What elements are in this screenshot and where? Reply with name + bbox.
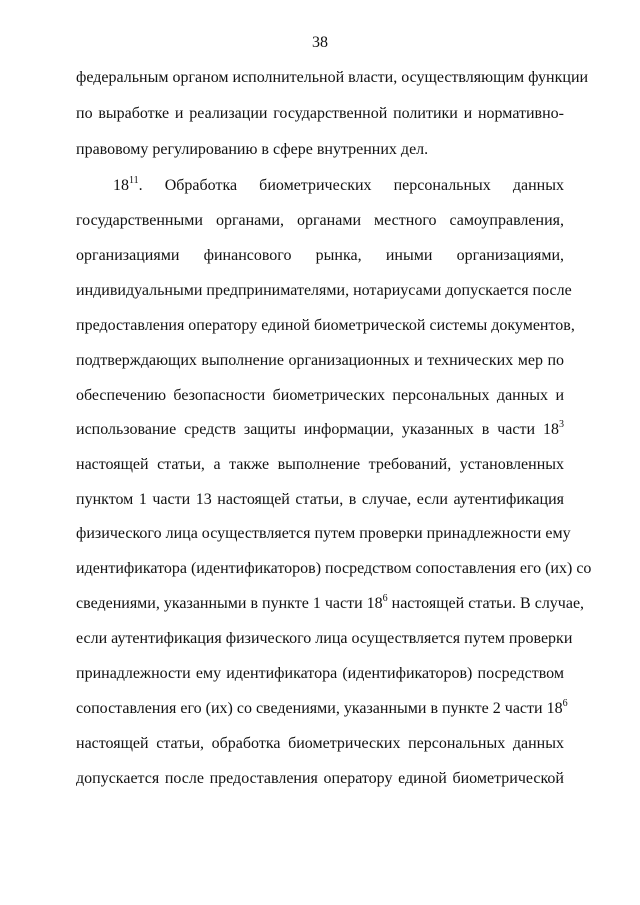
text-line (76, 593, 585, 614)
page-number: 38 (312, 34, 328, 51)
text-line: подтверждающих выполнение организационных и технических мер по (76, 352, 564, 369)
superscript: 6 (382, 593, 388, 604)
text-fragment: настоящей статьи. В случае, (387, 595, 585, 612)
text-line: настоящей статьи, а также выполнение требований, установленных (76, 456, 564, 473)
text-line: федеральным органом исполнительной власти, осуществляющим функции (76, 69, 589, 86)
superscript: 3 (559, 419, 564, 430)
text-line: принадлежности ему идентификатора (идентификаторов) посредством (76, 665, 564, 682)
text-fragment: сопоставления его (их) со сведениями, указанными в пункте 2 части 18 (76, 700, 563, 717)
text-line: пунктом 1 части 13 настоящей статьи, в случае, если аутентификация (76, 491, 564, 508)
text-line: предоставления оператору единой биометрической системы документов, (76, 317, 575, 334)
text-line: по выработке и реализации государственной политики и нормативно- (76, 105, 564, 122)
text-line: допускается после предоставления оператору единой биометрической (76, 770, 564, 787)
paragraph-number-superscript: 11 (129, 175, 139, 186)
text-line: государственными органами, органами местного самоуправления, (76, 212, 564, 229)
text-line: физического лица осуществляется путем проверки принадлежности ему (76, 525, 571, 542)
text-fragment: использование средств защиты информации, указанных в части 18 (76, 421, 559, 438)
text-line: идентификатора (идентификаторов) посредством сопоставления его (их) со (76, 560, 592, 577)
text-line: обеспечению безопасности биометрических персональных данных и (76, 387, 564, 404)
text-line (76, 420, 564, 440)
paragraph-first-line (113, 176, 564, 196)
text-fragment: . Обработка биометрических персональных данных (138, 177, 564, 194)
text-line (76, 698, 568, 719)
text-line: если аутентификация физического лица осуществляется путем проверки (76, 630, 573, 647)
paragraph-number: 18 (113, 177, 129, 194)
text-line: настоящей статьи, обработка биометрических персональных данных (76, 735, 564, 752)
text-fragment: сведениями, указанными в пункте 1 части 18 (76, 595, 383, 612)
text-line: правовому регулированию в сфере внутренних дел. (76, 141, 429, 158)
text-line: организациями финансового рынка, иными организациями, (76, 247, 564, 264)
superscript: 6 (562, 698, 568, 709)
text-line: индивидуальными предпринимателями, нотариусами допускается после (76, 282, 572, 299)
